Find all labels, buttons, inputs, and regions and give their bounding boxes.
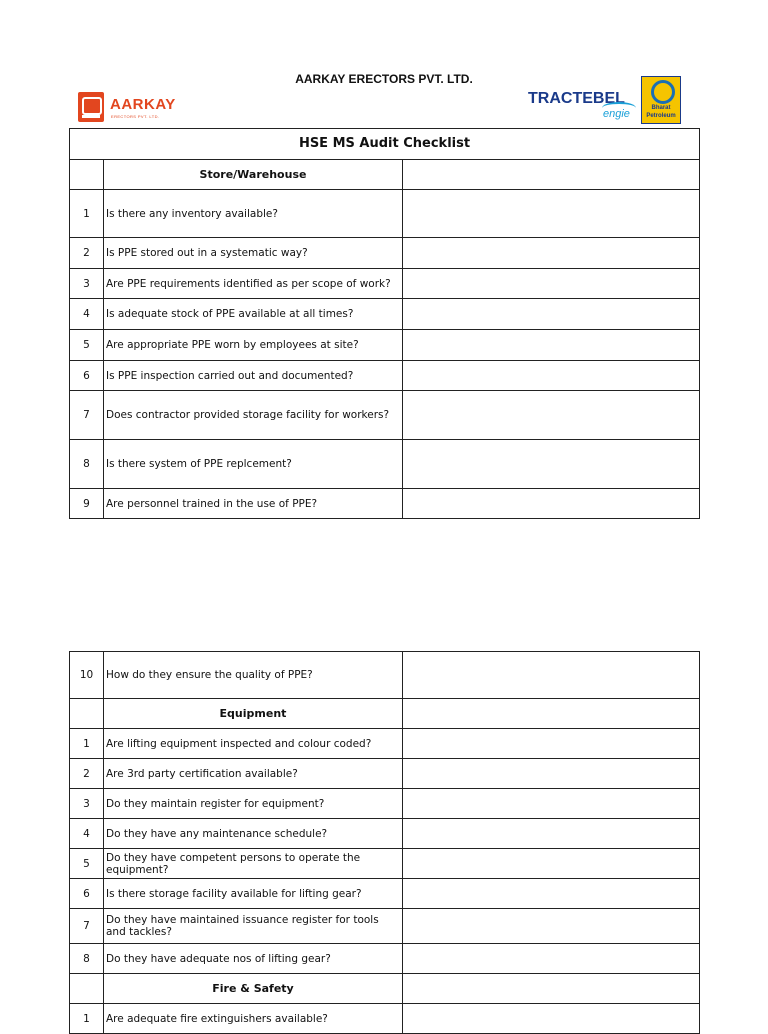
item-number: 4 — [70, 299, 104, 330]
response-cell[interactable] — [403, 330, 700, 361]
response-cell[interactable] — [403, 879, 700, 909]
item-question: Are appropriate PPE worn by employees at site? — [104, 330, 403, 361]
item-number: 9 — [70, 489, 104, 519]
item-number: 2 — [70, 759, 104, 789]
item-number: 5 — [70, 849, 104, 879]
aarkay-logo-subtitle: ERECTORS PVT. LTD. — [111, 114, 160, 119]
item-number: 4 — [70, 819, 104, 849]
item-question: Does contractor provided storage facility for workers? — [104, 391, 403, 440]
response-cell[interactable] — [403, 729, 700, 759]
item-number: 3 — [70, 789, 104, 819]
checklist-table-continued — [69, 651, 700, 1034]
response-cell[interactable] — [403, 759, 700, 789]
item-number: 7 — [70, 391, 104, 440]
table-row — [70, 238, 700, 269]
table-row — [70, 789, 700, 819]
item-number: 1 — [70, 190, 104, 238]
response-cell[interactable] — [403, 819, 700, 849]
section-row — [70, 160, 700, 190]
section-heading: Equipment — [104, 699, 403, 729]
item-question: Do they have competent persons to operate the equipment? — [104, 849, 403, 879]
item-question: Is there storage facility available for lifting gear? — [104, 879, 403, 909]
aarkay-logo-icon — [78, 92, 104, 122]
response-cell[interactable] — [403, 489, 700, 519]
item-number: 7 — [70, 909, 104, 944]
response-cell[interactable] — [403, 652, 700, 699]
response-cell[interactable] — [403, 238, 700, 269]
item-question: Do they maintain register for equipment? — [104, 789, 403, 819]
item-number: 10 — [70, 652, 104, 699]
checklist-title: HSE MS Audit Checklist — [70, 129, 700, 160]
table-row — [70, 652, 700, 699]
item-question: Are personnel trained in the use of PPE? — [104, 489, 403, 519]
section-row — [70, 974, 700, 1004]
response-cell[interactable] — [403, 1004, 700, 1034]
item-question: Are adequate fire extinguishers available? — [104, 1004, 403, 1034]
bharat-petroleum-logo-text: Bharat Petroleum — [646, 105, 676, 119]
item-question: Is adequate stock of PPE available at all times? — [104, 299, 403, 330]
response-cell[interactable] — [403, 440, 700, 489]
response-cell[interactable] — [403, 909, 700, 944]
table-row — [70, 909, 700, 944]
section-number-cell — [70, 160, 104, 190]
item-question: Is PPE inspection carried out and documented? — [104, 361, 403, 391]
item-number: 2 — [70, 238, 104, 269]
table-row — [70, 729, 700, 759]
table-row — [70, 330, 700, 361]
section-heading: Store/Warehouse — [104, 160, 403, 190]
item-number: 5 — [70, 330, 104, 361]
item-question: Do they have adequate nos of lifting gear? — [104, 944, 403, 974]
response-cell[interactable] — [403, 699, 700, 729]
item-question: Is PPE stored out in a systematic way? — [104, 238, 403, 269]
item-question: Do they have maintained issuance register for tools and tackles? — [104, 909, 403, 944]
response-cell[interactable] — [403, 391, 700, 440]
table-row — [70, 759, 700, 789]
item-number: 8 — [70, 944, 104, 974]
checklist-table — [69, 128, 700, 519]
table-row — [70, 391, 700, 440]
response-cell[interactable] — [403, 299, 700, 330]
response-cell[interactable] — [403, 974, 700, 1004]
item-number: 6 — [70, 361, 104, 391]
item-number: 8 — [70, 440, 104, 489]
item-number: 1 — [70, 1004, 104, 1034]
bharat-petroleum-emblem-icon — [651, 80, 675, 104]
table-row — [70, 944, 700, 974]
aarkay-logo-name: AARKAY — [110, 96, 176, 113]
response-cell[interactable] — [403, 269, 700, 299]
table-row — [70, 440, 700, 489]
item-question: How do they ensure the quality of PPE? — [104, 652, 403, 699]
response-cell[interactable] — [403, 190, 700, 238]
bharat-petroleum-logo — [641, 76, 681, 124]
response-cell[interactable] — [403, 361, 700, 391]
response-cell[interactable] — [403, 849, 700, 879]
item-question: Are lifting equipment inspected and colour coded? — [104, 729, 403, 759]
tractebel-logo — [528, 88, 638, 124]
company-title: AARKAY ERECTORS PVT. LTD. — [295, 72, 473, 86]
table-row — [70, 190, 700, 238]
table-row — [70, 299, 700, 330]
response-cell[interactable] — [403, 944, 700, 974]
table-row — [70, 489, 700, 519]
table-row — [70, 269, 700, 299]
table-row — [70, 849, 700, 879]
table-row — [70, 1004, 700, 1034]
item-number: 6 — [70, 879, 104, 909]
table-row — [70, 879, 700, 909]
response-cell[interactable] — [403, 160, 700, 190]
page-header — [0, 0, 768, 128]
section-number-cell — [70, 974, 104, 1004]
aarkay-logo — [78, 92, 188, 124]
response-cell[interactable] — [403, 789, 700, 819]
title-row — [70, 129, 700, 160]
item-question: Is there any inventory available? — [104, 190, 403, 238]
item-number: 3 — [70, 269, 104, 299]
section-row — [70, 699, 700, 729]
tractebel-logo-name: TRACTEBEL — [528, 90, 625, 107]
item-question: Are 3rd party certification available? — [104, 759, 403, 789]
engie-logo-name: engie — [603, 108, 630, 120]
section-heading: Fire & Safety — [104, 974, 403, 1004]
item-number: 1 — [70, 729, 104, 759]
table-row — [70, 361, 700, 391]
section-number-cell — [70, 699, 104, 729]
table-row — [70, 819, 700, 849]
item-question: Are PPE requirements identified as per scope of work? — [104, 269, 403, 299]
item-question: Is there system of PPE replcement? — [104, 440, 403, 489]
item-question: Do they have any maintenance schedule? — [104, 819, 403, 849]
